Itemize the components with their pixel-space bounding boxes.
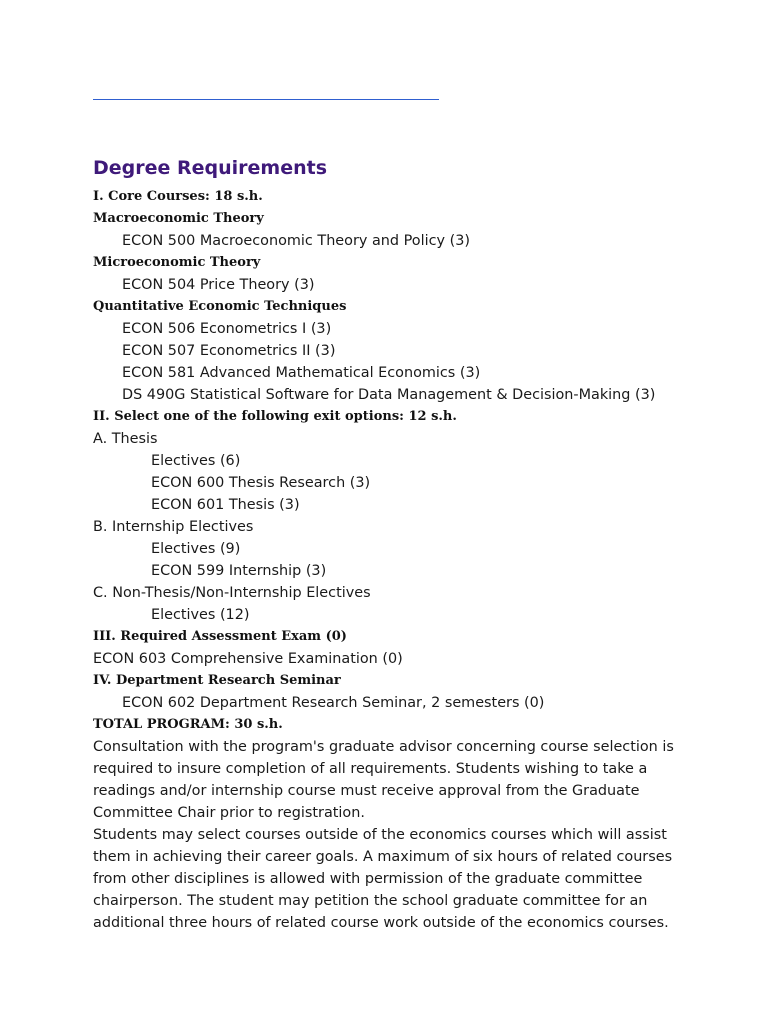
course-item: ECON 600 Thesis Research (3) <box>151 475 371 491</box>
top-divider-rule <box>93 99 439 100</box>
course-item: Electives (12) <box>151 607 250 623</box>
option-b-label: B. Internship Electives <box>93 519 254 535</box>
degree-requirements-section <box>93 154 693 934</box>
course-item: DS 490G Statistical Software for Data Management & Decision-Making (3) <box>122 387 656 403</box>
option-a-label: A. Thesis <box>93 431 158 447</box>
course-item: ECON 504 Price Theory (3) <box>122 277 315 293</box>
course-item: ECON 599 Internship (3) <box>151 563 327 579</box>
course-item: ECON 507 Econometrics II (3) <box>122 343 336 359</box>
outside-courses-paragraph: Students may select courses outside of the economics courses which will assist them in achieving their career goals. A maximum of six hours of related courses from other disciplines is allowed with permission of the graduate committee chairperson. The student may petition the school graduate committee for an additional three hours of related course work outside of the economics courses. <box>93 827 673 931</box>
course-item: ECON 603 Comprehensive Examination (0) <box>93 651 403 667</box>
course-item: ECON 581 Advanced Mathematical Economics (3) <box>122 365 481 381</box>
course-item: Electives (6) <box>151 453 241 469</box>
quant-techniques-heading: Quantitative Economic Techniques <box>93 299 347 314</box>
course-item: ECON 506 Econometrics I (3) <box>122 321 332 337</box>
core-courses-heading: I. Core Courses: 18 s.h. <box>93 189 263 204</box>
research-seminar-heading: IV. Department Research Seminar <box>93 673 341 688</box>
exit-options-heading: II. Select one of the following exit options: 12 s.h. <box>93 409 457 424</box>
course-item: ECON 500 Macroeconomic Theory and Policy (3) <box>122 233 470 249</box>
page-title: Degree Requirements <box>93 157 328 179</box>
option-c-label: C. Non-Thesis/Non-Internship Electives <box>93 585 371 601</box>
total-program-heading: TOTAL PROGRAM: 30 s.h. <box>93 717 283 732</box>
assessment-exam-heading: III. Required Assessment Exam (0) <box>93 629 347 644</box>
course-item: ECON 602 Department Research Seminar, 2 semesters (0) <box>122 695 545 711</box>
course-item: ECON 601 Thesis (3) <box>151 497 300 513</box>
advisor-consultation-paragraph: Consultation with the program's graduate advisor concerning course selection is required to insure completion of all requirements. Students wishing to take a readings and/or internship course must receive approval from the Graduate Committee Chair prior to registration. <box>93 739 674 821</box>
course-item: Electives (9) <box>151 541 241 557</box>
micro-theory-heading: Microeconomic Theory <box>93 255 261 270</box>
macro-theory-heading: Macroeconomic Theory <box>93 211 264 226</box>
